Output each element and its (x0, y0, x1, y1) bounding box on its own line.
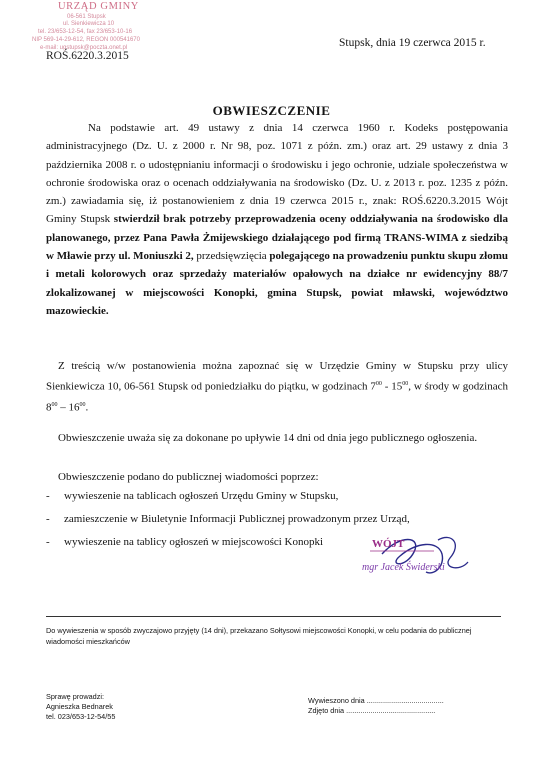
superscript: 00 (79, 402, 86, 409)
paragraph-text: , w środy w godzinach 8 (46, 380, 508, 414)
paragraph-text: - 15 (381, 380, 403, 393)
paragraph-effective: Obwieszczenie uważa się za dokonane po upływie 14 dni od dnia jego publicznego ogłoszenia. (58, 432, 478, 444)
removed-date-field: Zdjęto dnia ............................................ (308, 706, 436, 715)
paragraph-text: Z treścią w/w postanowienia można zapoznać się w Urzędzie Gminy w Stupsku przy ulicy Sienkiewicza 10, 06-561 Stupsk od poniedziałku do piątku, w godzinach 7 (46, 360, 508, 393)
stamp-nip-regon: NIP 569-14-29-612, REGON 000541670 (32, 37, 140, 43)
paragraph-bold-decision: stwierdził brak potrzeby przeprowadzenia oceny oddziaływania na środowisko dla planowanego, przez Pana Pawła Żmijewskiego działającego pod firmą TRANS-WIMA z siedzibą w Mławie przy ul. Moniuszki 2, (46, 213, 508, 263)
paragraph-legal-basis (46, 119, 508, 320)
paragraph-text: . (85, 401, 89, 414)
stamp-office-name: URZĄD GMINY (58, 1, 139, 12)
list-item-text: zamieszczenie w Biuletynie Informacji Publicznej prowadzonym przez Urząd, (64, 513, 410, 525)
paragraph-text: – 16 (57, 401, 80, 414)
list-item-text: wywieszenie na tablicach ogłoszeń Urzędu Gminy w Stupsku, (64, 490, 339, 502)
list-marker: - (46, 536, 50, 548)
superscript: 00 (375, 381, 382, 388)
case-handler-label: Sprawę prowadzi: (46, 692, 104, 701)
superscript: 00 (51, 402, 58, 409)
list-item (46, 510, 410, 533)
stamp-street: ul. Sienkiewicza 10 (63, 21, 115, 27)
divider (46, 616, 501, 617)
paragraph-publicized: Obwieszczenie podano do publicznej wiadomości poprzez: (58, 471, 319, 483)
list-marker: - (46, 490, 50, 502)
list-marker: - (46, 513, 50, 525)
stamp-phone: tel. 23/653-12-54, fax 23/653-10-16 (38, 29, 133, 35)
paragraph-bold-project: polegającego na prowadzeniu punktu skupu złomu i metali kolorowych oraz sprzedaży materiałów opałowych na działce nr ewidencyjny 88/7 zlokalizowanej w miejscowości Konopki, gmina Stupsk, powiat mławski, województwo mazowieckie. (46, 250, 508, 317)
signature-block (330, 532, 500, 592)
list-item (46, 487, 410, 510)
document-title: OBWIESZCZENIE (212, 103, 331, 118)
stamp-postcode: 06-561 Stupsk (67, 14, 106, 20)
signature-name: mgr Jacek Świderski (362, 562, 445, 573)
posted-date-field: Wywieszono dnia ...................................... (308, 696, 444, 705)
reference-number: ROŚ.6220.3.2015 (46, 50, 129, 62)
superscript: 00 (402, 381, 409, 388)
case-handler (46, 692, 115, 722)
footnote: Do wywieszenia w sposób zwyczajowo przyjęty (14 dni), przekazano Sołtysowi miejscowości Konopki, w celu podania do publicznej wiadomości mieszkańców (46, 626, 472, 646)
case-handler-name: Agnieszka Bednarek (46, 702, 113, 711)
posting-dates (308, 696, 444, 716)
place-date: Stupsk, dnia 19 czerwca 2015 r. (339, 37, 486, 49)
signature-title: WÓJT (372, 538, 405, 550)
paragraph-text: przedsięwzięcia (193, 250, 270, 263)
list-item-text: wywieszenie na tablicy ogłoszeń w miejscowości Konopki (64, 536, 324, 548)
paragraph-office-hours (46, 357, 508, 417)
case-handler-phone: tel. 023/653-12-54/55 (46, 712, 116, 721)
stamp-email: e-mail: ugstupsk@poczta.onet.pl (40, 45, 128, 51)
paragraph-text: Na podstawie art. 49 ustawy z dnia 14 czerwca 1960 r. Kodeks postępowania administracyjnego (Dz. U. z 2000 r. Nr 98, poz. 1071 z późn. zm.) oraz art. 29 ustawy z dnia 3 października 2008 r. o udostępnianiu informacji o środowisku i jego ochronie, udziale społeczeństwa w ochronie środowiska oraz o ocenach oddziaływania na środowisko (Dz. U. z 2013 r. poz. 1235 z późn. zm.) zawiadamia się, iż postanowieniem z dnia 19 czerwca 2015 r., znak: ROŚ.6220.3.2015 Wójt Gminy Stupsk (46, 122, 508, 226)
